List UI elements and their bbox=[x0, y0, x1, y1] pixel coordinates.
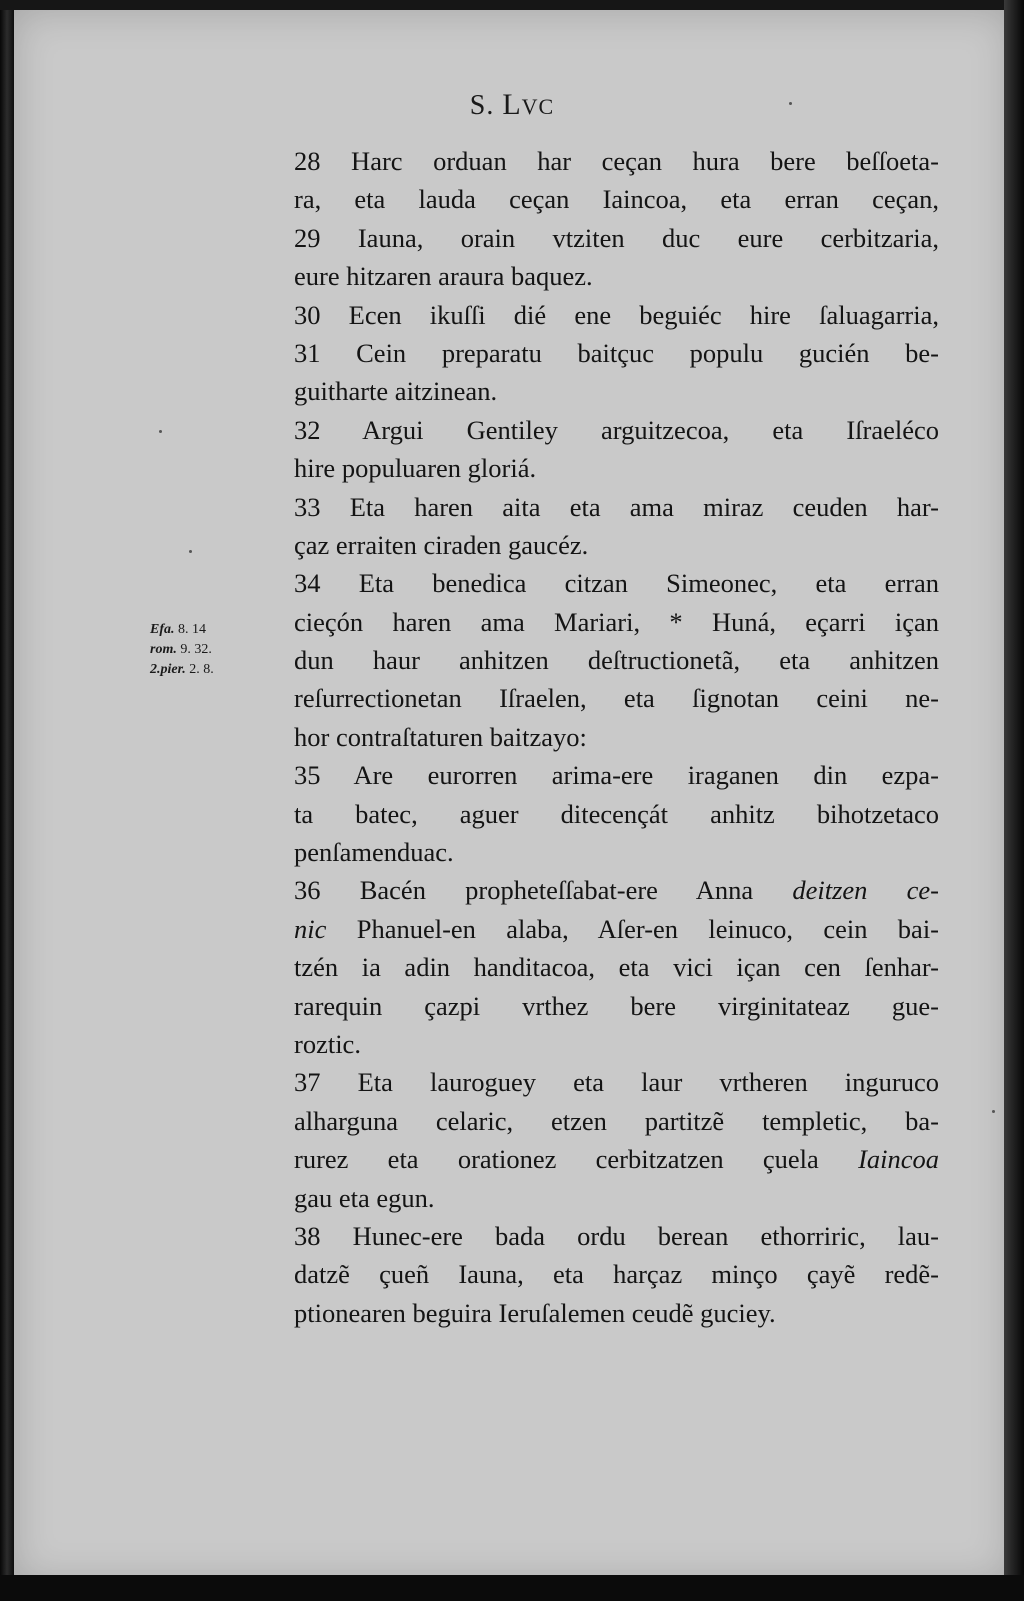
text-line: hire populuaren gloriá. bbox=[294, 453, 537, 484]
running-head bbox=[0, 88, 1024, 122]
text-line: 35 Are eurorren arima-ere iraganen din ezpa- bbox=[294, 760, 939, 791]
book-edge-right bbox=[1004, 0, 1024, 1601]
text-line: penſamenduac. bbox=[294, 837, 454, 868]
text-line: guitharte aitzinean. bbox=[294, 376, 498, 407]
text-line: 28 Harc orduan har ceçan hura bere beſſoeta- bbox=[294, 146, 939, 176]
margin-ref-2: rom. 9. 32. bbox=[150, 642, 212, 657]
text-line bbox=[294, 871, 939, 909]
text-line: 32 Argui Gentiley arguitzecoa, eta Iſraeléco bbox=[294, 414, 939, 445]
text-line: 33 Eta haren aita eta ama miraz ceuden har- bbox=[294, 491, 939, 522]
margin-ref-3: 2.pier. 2. 8. bbox=[150, 662, 214, 677]
text-line: tzén ia adin handitacoa, eta vici içan cen ſenhar- bbox=[294, 952, 939, 983]
text-line: ptionearen beguira Ieruſalemen ceudẽ guciey. bbox=[294, 1297, 776, 1328]
text-line: dun haur anhitzen deſtructionetã, eta anhitzen bbox=[294, 645, 939, 676]
running-head-s: S. bbox=[469, 90, 495, 121]
text-segment: 36 Bacén propheteſſabat-ere Anna bbox=[294, 875, 754, 906]
text-line: hor contraſtaturen baitzayo: bbox=[294, 721, 587, 752]
text-line bbox=[294, 1140, 939, 1178]
text-line: alharguna celaric, etzen partitzẽ templetic, ba- bbox=[294, 1105, 939, 1136]
stain-mark bbox=[992, 1110, 995, 1113]
text-line: datzẽ çueñ Iauna, eta harçaz minço çayẽ redẽ- bbox=[294, 1259, 939, 1290]
text-line: cieçón haren ama Mariari, * Huná, eçarri içan bbox=[294, 606, 939, 637]
text-line: 34 Eta benedica citzan Simeonec, eta erran bbox=[294, 568, 939, 599]
margin-ref-1: Efa. 8. 14 bbox=[150, 622, 206, 637]
text-line: 37 Eta lauroguey eta laur vrtheren inguruco bbox=[294, 1067, 939, 1098]
text-line: reſurrectionetan Iſraelen, eta ſignotan ceini ne- bbox=[294, 683, 939, 714]
text-line: 31 Cein preparatu baitçuc populu gucién be- bbox=[294, 337, 939, 368]
text-line: eure hitzaren araura baquez. bbox=[294, 261, 593, 292]
text-line: çaz erraiten ciraden gaucéz. bbox=[294, 529, 589, 560]
body-text bbox=[294, 142, 939, 1332]
text-line: 38 Hunec-ere bada ordu berean ethorriric, lau- bbox=[294, 1220, 939, 1251]
text-line: rarequin çazpi vrthez bere virginitateaz gue- bbox=[294, 990, 939, 1021]
running-head-rest: VC bbox=[521, 94, 555, 119]
margin-references bbox=[150, 620, 290, 680]
stain-mark bbox=[159, 430, 162, 433]
text-line bbox=[294, 910, 939, 948]
scan-bottom-band bbox=[0, 1575, 1024, 1601]
book-binding-left bbox=[0, 10, 14, 1582]
text-segment: rurez eta orationez cerbitzatzen çuela bbox=[294, 1144, 819, 1175]
text-line: ta batec, aguer ditecençát anhitz bihotzetaco bbox=[294, 798, 939, 829]
running-head-l: L bbox=[502, 88, 522, 121]
stain-mark bbox=[189, 550, 192, 553]
text-line: 30 Ecen ikuſſi dié ene beguiéc hire ſaluagarria, bbox=[294, 299, 939, 330]
italic-segment: nic bbox=[294, 913, 327, 944]
text-line: 29 Iauna, orain vtziten duc eure cerbitzaria, bbox=[294, 222, 939, 253]
italic-segment: Iaincoa bbox=[858, 1144, 940, 1175]
text-line: roztic. bbox=[294, 1028, 361, 1059]
text-line: ra, eta lauda ceçan Iaincoa, eta erran ceçan, bbox=[294, 184, 939, 215]
italic-segment: deitzen ce- bbox=[792, 875, 939, 906]
text-line: gau eta egun. bbox=[294, 1182, 435, 1213]
text-segment: Phanuel-en alaba, Aſer-en leinuco, cein bai- bbox=[356, 913, 940, 944]
